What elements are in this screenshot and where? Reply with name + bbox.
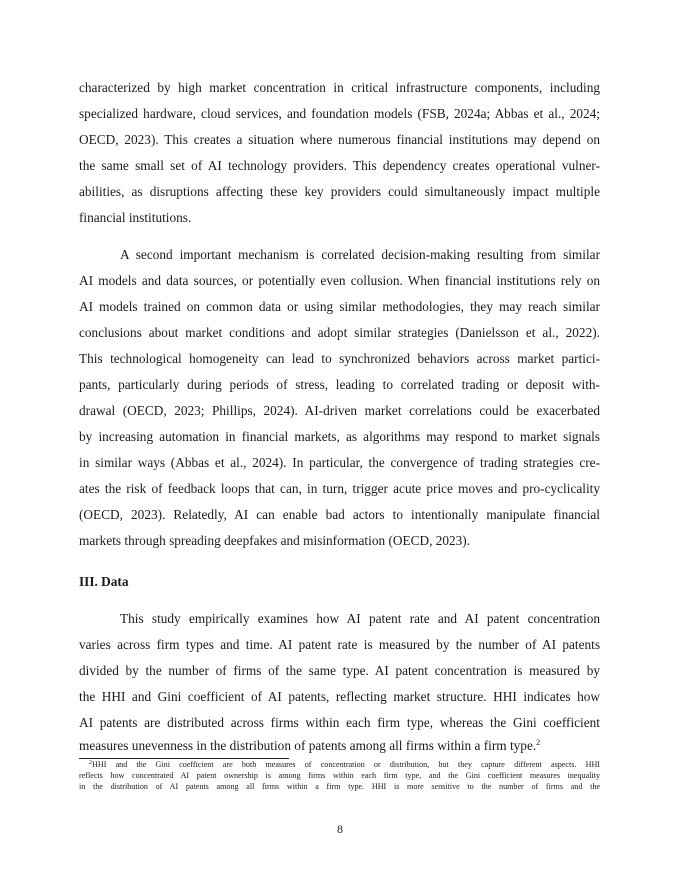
footnote-line: in the distribution of AI patents among all firms within a firm type. HHI is more sensitive to the number of firms and the [79, 782, 600, 791]
text-line: in similar ways (Abbas et al., 2024). In particular, the convergence of trading strategies cre- [79, 455, 600, 470]
text-line: ates the risk of feedback loops that can, in turn, trigger acute price moves and pro-cyclicality [79, 481, 600, 496]
footnote-mark: 2 [89, 760, 92, 766]
text-line: specialized hardware, cloud services, and foundation models (FSB, 2024a; Abbas et al., 2024; [79, 106, 600, 121]
footnote-divider [79, 758, 289, 759]
text-line: This study empirically examines how AI patent rate and AI patent concentration [120, 611, 600, 626]
text-line: This technological homogeneity can lead to synchronized behaviors across market partici- [79, 351, 600, 366]
text-line: varies across firm types and time. AI patent rate is measured by the number of AI patents [79, 637, 600, 652]
section-heading: III. Data [79, 574, 129, 589]
footnote-line: reflects how concentrated AI patent ownership is among firms within each firm type, and the Gini coefficient measures inequality [79, 771, 600, 780]
text-line: A second important mechanism is correlated decision-making resulting from similar [120, 247, 600, 262]
text-line: by increasing automation in financial markets, as algorithms may respond to market signals [79, 429, 600, 444]
text-line: OECD, 2023). This creates a situation where numerous financial institutions may depend on [79, 132, 600, 147]
text-line: the HHI and Gini coefficient of AI patents, reflecting market structure. HHI indicates how [79, 689, 600, 704]
text-line: pants, particularly during periods of stress, leading to correlated trading or deposit with- [79, 377, 600, 392]
text-line: (OECD, 2023). Relatedly, AI can enable bad actors to intentionally manipulate financial [79, 507, 600, 522]
footnote-reference[interactable]: 2 [536, 738, 541, 747]
page-number: 8 [337, 822, 343, 836]
text-line: markets through spreading deepfakes and misinformation (OECD, 2023). [79, 533, 471, 548]
footnote-text: HHI and the Gini coefficient are both measures of concentration or distribution, but they capture different aspects. HHI [92, 760, 600, 769]
footnote-line [89, 760, 600, 771]
text-line-content: measures unevenness in the distribution of patents among all firms within a firm type. [79, 738, 537, 753]
text-line: AI models trained on common data or using similar methodologies, they may reach similar [79, 299, 600, 314]
text-line: characterized by high market concentration in critical infrastructure components, including [79, 80, 600, 95]
text-line: financial institutions. [79, 210, 192, 225]
text-line: AI models and data sources, or potentially even collusion. When financial institutions rely on [79, 273, 600, 288]
text-line: AI patents are distributed across firms within each firm type, whereas the Gini coefficient [79, 715, 600, 730]
text-line: divided by the number of firms of the same type. AI patent concentration is measured by [79, 663, 600, 678]
text-line: abilities, as disruptions affecting these key providers could simultaneously impact multiple [79, 184, 600, 199]
text-line: conclusions about market conditions and adopt similar strategies (Danielsson et al., 2022). [79, 325, 600, 340]
text-line: drawal (OECD, 2023; Phillips, 2024). AI-driven market correlations could be exacerbated [79, 403, 600, 418]
text-line [79, 738, 600, 754]
text-line: the same small set of AI technology providers. This dependency creates operational vulner- [79, 158, 600, 173]
